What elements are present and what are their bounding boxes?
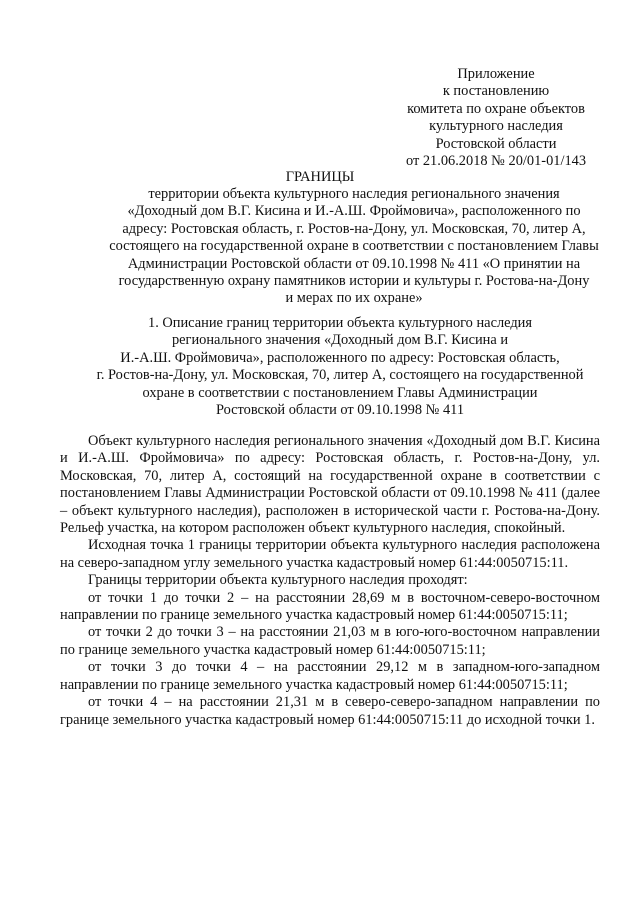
appendix-block: [396, 66, 596, 170]
subtitle-line: государственную охрану памятников истории и культуры г. Ростова-на-Дону: [118, 272, 590, 289]
body-paragraph: Объект культурного наследия регионального значения «Доходный дом В.Г. Кисина и И.-А.Ш. Фроймовича» по адресу: Ростовская область, г. Ростов-на-Дону, ул. Московская, 70, литер А, состоящий на государственной охране в соответствии с постановлением Главы Администрации Ростовской области от 09.10.1998 № 411 (далее – объект культурного наследия), расположен в исторической части г. Ростова-на-Дону. Рельеф участка, на котором расположен объект культурного наследия, спокойный.: [60, 433, 600, 537]
section-heading-line: г. Ростов-на-Дону, ул. Московская, 70, литер А, состоящего на государственной: [96, 367, 584, 384]
body-paragraph: от точки 2 до точки 3 – на расстоянии 21,03 м в юго-юго-восточном направлении по границе земельного участка кадастровый номер 61:44:0050715:11;: [60, 624, 600, 658]
appendix-line: Ростовской области: [435, 135, 557, 152]
subtitle-line: Администрации Ростовской области от 09.10.1998 № 411 «О принятии на: [127, 255, 581, 272]
section-heading-line: регионального значения «Доходный дом В.Г. Кисина и: [171, 332, 509, 349]
body-paragraph: от точки 3 до точки 4 – на расстоянии 29,12 м в западном-юго-западном направлении по границе земельного участка кадастровый номер 61:44:0050715:11;: [60, 659, 600, 693]
subtitle-line: состоящего на государственной охране в соответствии с постановлением Главы: [109, 238, 599, 255]
body-paragraph: Исходная точка 1 границы территории объекта культурного наследия расположена на северо-западном углу земельного участка кадастровый номер 61:44:0050715:11.: [60, 537, 600, 571]
document-title: ГРАНИЦЫ: [285, 169, 355, 185]
subtitle-line: территории объекта культурного наследия регионального значения: [148, 186, 560, 202]
appendix-line: к постановлению: [442, 83, 550, 100]
appendix-line: Приложение: [457, 66, 535, 82]
appendix-line: комитета по охране объектов: [407, 100, 585, 117]
body-paragraph: от точки 4 – на расстоянии 21,31 м в северо-северо-западном направлении по границе земельного участка кадастровый номер 61:44:0050715:11 до исходной точки 1.: [60, 694, 600, 728]
section-heading-line: Ростовской области от 09.10.1998 № 411: [215, 401, 465, 418]
section-heading: [60, 315, 620, 419]
body-text: [60, 433, 600, 729]
section-heading-line: охране в соответствии с постановлением Главы Администрации: [142, 384, 538, 401]
document-subtitle: [88, 186, 620, 308]
section-heading-line: И.-А.Ш. Фроймовича», расположенного по адресу: Ростовская область,: [120, 349, 560, 366]
body-paragraph: от точки 1 до точки 2 – на расстоянии 28,69 м в восточном-северо-восточном направлении по границе земельного участка кадастровый номер 61:44:0050715:11;: [60, 589, 600, 624]
subtitle-line: «Доходный дом В.Г. Кисина и И.-А.Ш. Фроймовича», расположенного по: [127, 203, 581, 220]
subtitle-line: адресу: Ростовская область, г. Ростов-на-Дону, ул. Московская, 70, литер А,: [122, 220, 586, 237]
appendix-line: от 21.06.2018 № 20/01-01/143: [405, 152, 587, 169]
section-heading-line: 1. Описание границ территории объекта культурного наследия: [148, 315, 532, 331]
body-paragraph: Границы территории объекта культурного наследия проходят:: [88, 572, 468, 589]
appendix-line: культурного наследия: [429, 118, 563, 135]
subtitle-line: и мерах по их охране»: [285, 290, 423, 307]
